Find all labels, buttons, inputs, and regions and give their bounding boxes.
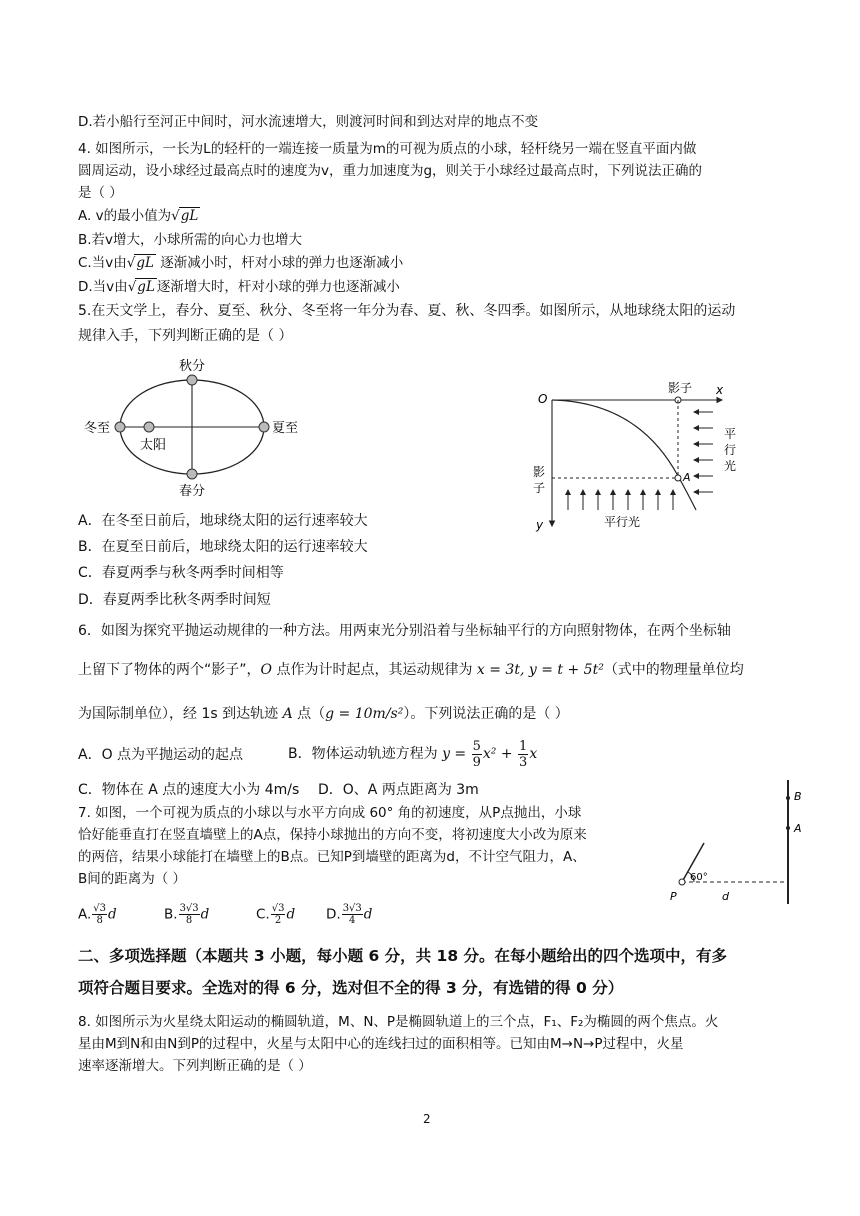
q5-stem-line1: 5.在天文学上，春分、夏至、秋分、冬至将一年分为春、夏、秋、冬四季。如图所示，从地球绕太阳的运动 [78,303,736,319]
frac-den: 8 [96,915,103,926]
point-spring [187,469,197,479]
wall-label-b: B [794,790,802,803]
q7-options [78,903,406,926]
q8-stem-line2: 星由M到N和由N到P的过程中，火星与太阳中心的连线扫过的面积相等。已知由M→N→P过程中，火星 [78,1036,684,1052]
frac-num: √3 [93,903,107,914]
point-p-label: P [670,890,677,903]
opt-label: A. [78,906,92,923]
opt-var: d [108,906,117,923]
q7-option-a [78,903,164,926]
frac-num: 3√3 [179,903,199,914]
shadow-figure [528,376,748,536]
q5-option-a: A．在冬至日前后，地球绕太阳的运行速率较大 [78,513,368,529]
frac-num: 3√3 [342,903,362,914]
opt-frac [92,903,107,926]
q5-option-c: C．春夏两季与秋冬两季时间相等 [78,565,284,581]
q5-stem-line2: 规律入手，下列判断正确的是（ ） [78,328,293,344]
opt-frac [179,903,200,926]
wall-figure [664,776,814,908]
q8-stem-line1: 8. 如图所示为火星绕太阳运动的椭圆轨道，M、N、P是椭圆轨道上的三个点，F₁、F₂为椭圆的两个焦点。火 [78,1014,719,1030]
distance-d-label: d [722,890,729,903]
q4-stem-line3: 是（ ） [78,185,123,201]
parallel-bottom-label: 平行光 [604,515,641,529]
y-axis-label: y [536,518,544,532]
opt-var: d [286,906,296,923]
q4-option-d [78,277,400,297]
q4-stem-line1: 4. 如图所示，一长为L的轻杆的一端连接一质量为m的可视为质点的小球，轻杆绕另一端在竖直平面内做 [78,141,697,157]
q6-stem-line1: 6．如图为探究平抛运动规律的一种方法。用两束光分别沿着与坐标轴平行的方向照射物体，在两个坐标轴 [78,623,731,639]
sun-icon [144,422,154,432]
label-spring: 春分 [179,484,206,499]
q6-option-c: C．物体在 A 点的速度大小为 4m/s [78,782,300,798]
sqrt-gl: gL [180,208,199,224]
wall-point-a [786,826,790,830]
point-p [679,879,685,885]
frac-num: 5 [472,738,481,754]
label-winter: 冬至 [84,421,111,436]
section2-heading-line1: 二、多项选择题（本题共 3 小题，每小题 6 分，共 18 分。在每小题给出的四个选项中，有多 [78,947,728,965]
sqrt-gl: gL [136,255,154,271]
q3-option-d: D.若小船行至河正中间时，河水流速增大，则渡河时间和到达对岸的地点不变 [78,114,539,130]
q6-text-2: 点作为计时起点，其运动规律为 [272,662,477,678]
q4-option-c-text1: C.当v由 [78,255,127,271]
wall-label-a: A [794,822,802,835]
fraction-1-3 [518,739,528,770]
wall-point-b [786,796,790,800]
origin-label: O [538,392,548,406]
point-summer [259,422,269,432]
q4-option-c [78,253,403,273]
traj-x2: x² [482,746,497,762]
horizontal-light-arrows [694,412,713,492]
shadow-left-label-1: 影 [533,465,546,479]
frac-num: √3 [271,903,285,914]
q6-stem-line3 [78,703,569,725]
shadow-top-label: 影子 [668,381,693,395]
gravity-equation: g = 10m/s² [325,706,404,722]
symbol-a: A [282,706,293,722]
q5-option-d: D．春夏两季比秋冬两季时间短 [78,592,271,608]
sqrt-sign: √ [126,255,136,271]
point-a [675,475,681,481]
q7-option-d [326,903,406,926]
q6-text-6: ）。下列说法正确的是（ ） [403,706,569,722]
q7-option-c [256,903,326,926]
sqrt-sign: √ [171,208,180,224]
frac-den: 9 [472,754,481,770]
q6-text-5: 点（ [292,706,326,722]
frac-den: 3 [519,754,528,770]
motion-equation: x = 3t, y = t + 5t² [476,662,604,678]
frac-den: 2 [274,915,282,926]
point-autumn [187,375,197,385]
q4-option-d-text1: D.当v由 [78,279,128,295]
fraction-5-9 [472,739,482,770]
q6-text-1: 上留下了物体的两个“影子”， [78,662,261,678]
q4-option-c-text2: 逐渐减小时，杆对小球的弹力也逐渐减小 [160,255,404,271]
opt-var: d [363,906,373,923]
q7-stem-line4: B间的距离为（ ） [78,871,187,887]
label-summer: 夏至 [272,421,299,436]
opt-label: C. [256,906,270,923]
q7-stem-line1: 7. 如图，一个可视为质点的小球以与水平方向成 60° 角的初速度，从P点抛出，小球 [78,805,582,821]
q6-option-b-text: B．物体运动轨迹方程为 [288,746,443,762]
vertical-light-arrows [568,490,673,510]
parallel-label-3: 光 [724,459,737,473]
traj-plus: + [496,746,518,762]
q4-option-a [78,206,200,226]
label-autumn: 秋分 [179,359,206,374]
parallel-label-2: 行 [724,443,737,457]
opt-var: d [200,906,210,923]
q5-option-b: B．在夏至日前后，地球绕太阳的运行速率较大 [78,539,368,555]
q6-option-b [288,736,537,772]
frac-den: 4 [349,915,356,926]
q6-text-4: 为国际制单位），经 1s 到达轨迹 [78,706,283,722]
trajectory-curve [552,400,696,510]
q7-stem-line2: 恰好能垂直打在竖直墙壁上的A点，保持小球抛出的方向不变，将初速度大小改为原来 [78,827,587,843]
q4-stem-line2: 圆周运动，设小球经过最高点时的速度为v，重力加速度为g，则关于小球经过最高点时，下列说法正确的 [78,163,703,179]
q7-option-b [164,903,256,926]
q8-stem-line3: 速率逐渐增大。下列判断正确的是（ ） [78,1058,312,1074]
section2-heading-line2: 项符合题目要求。全选对的得 6 分，选对但不全的得 3 分，有选错的得 0 分） [78,979,624,997]
sqrt-sign: √ [127,279,137,295]
orbit-figure [78,352,318,502]
q4-option-d-text2: 逐渐增大时，杆对小球的弹力也逐渐减小 [156,279,400,295]
opt-label: B. [164,906,178,923]
q6-text-3: （式中的物理量单位均 [603,662,744,678]
point-winter [115,422,125,432]
q6-option-a: A．O 点为平抛运动的起点 [78,747,244,763]
angle-label: 60° [690,872,708,883]
page-number: 2 [423,1112,431,1126]
opt-label: D. [326,906,341,923]
frac-num: 1 [519,738,528,754]
label-sun: 太阳 [140,438,167,453]
q4-option-b: B.若v增大，小球所需的向心力也增大 [78,232,303,248]
symbol-o: O [260,662,272,678]
q6-option-d: D．O、A 两点距离为 3m [318,782,479,798]
q6-stem-line2 [78,659,744,681]
sqrt-gl: gL [137,279,155,295]
q4-option-a-text: A. v的最小值为 [78,208,172,224]
q7-stem-line3: 的两倍，结果小球能打在墙壁上的B点。已知P到墙壁的距离为d，不计空气阻力，A、 [78,849,586,865]
opt-frac [342,903,363,926]
parallel-label-1: 平 [724,427,737,441]
frac-den: 8 [185,915,193,926]
traj-x: x [529,746,538,762]
x-axis-label: x [716,383,724,397]
opt-frac [271,903,286,926]
point-a-label: A [683,471,691,484]
traj-y: y = [442,746,471,762]
shadow-left-label-2: 子 [533,481,546,495]
